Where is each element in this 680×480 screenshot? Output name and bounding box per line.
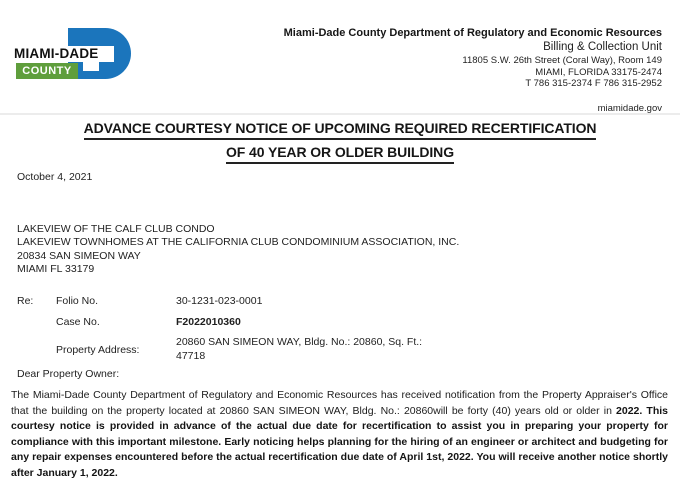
city-state-zip: MIAMI, FLORIDA 33175-2474 — [535, 66, 662, 78]
miami-dade-county-logo — [14, 27, 132, 81]
website-url: miamidade.gov — [597, 102, 662, 114]
case-label: Case No. — [56, 315, 100, 328]
unit-name: Billing & Collection Unit — [543, 41, 662, 53]
body-text-bold: 2022. This courtesy notice is provided in advance of the actual due date for recertification to assist you in preparing your property for compliance with this important milestone. Early noticing helps planning for the hiring of an engineer or architect and budgeting for any repair expenses encountered before the actual recertification due date of April 1st, 2022. You will receive another notice shortly after January 1, 2022. — [11, 404, 668, 479]
folio-row — [56, 295, 442, 309]
notice-title-line2: OF 40 YEAR OR OLDER BUILDING — [226, 144, 454, 164]
logo-d-counter — [83, 61, 99, 71]
property-address-label: Property Address: — [56, 343, 140, 356]
salutation: Dear Property Owner: — [17, 368, 120, 380]
case-value: F2022010360 — [176, 315, 241, 328]
header-divider — [0, 113, 680, 115]
folio-value: 30-1231-023-0001 — [176, 295, 263, 307]
property-address-row — [56, 336, 442, 363]
notice-title-line1: ADVANCE COURTESY NOTICE OF UPCOMING REQUIRED RECERTIFICATION — [84, 120, 597, 140]
letter-date: October 4, 2021 — [17, 171, 93, 183]
case-row — [56, 316, 442, 330]
reference-block — [17, 295, 442, 370]
logo-county-label: COUNTY — [16, 63, 78, 79]
logo-wordmark: MIAMI-DADE — [14, 46, 114, 62]
folio-label: Folio No. — [56, 295, 99, 307]
recipient-city: MIAMI FL 33179 — [17, 262, 95, 275]
recipient-name: LAKEVIEW OF THE CALF CLUB CONDO — [17, 223, 215, 235]
recipient-address-block — [17, 223, 459, 276]
body-text-normal: The Miami-Dade County Department of Regulatory and Economic Resources has received notification from the Property Appraiser's Office that the building on the property located at 20860 SAN SIMEON WAY, Bldg. No.: 20860will be forty (40) years old or older in — [11, 389, 668, 417]
property-address-value: 20860 SAN SIMEON WAY, Bldg. No.: 20860, Sq. Ft.: 47718 — [176, 336, 423, 362]
street-address: 11805 S.W. 26th Street (Coral Way), Room 149 — [462, 55, 662, 66]
letterhead-contact-block — [284, 27, 662, 114]
reference-rows — [56, 295, 442, 370]
department-name: Miami-Dade County Department of Regulatory and Economic Resources — [283, 27, 662, 39]
notice-title — [0, 120, 680, 168]
body-paragraph — [11, 388, 668, 480]
phone-fax: T 786 315-2374 F 786 315-2952 — [525, 78, 662, 89]
re-label: Re: — [17, 295, 34, 307]
recipient-association: LAKEVIEW TOWNHOMES AT THE CALIFORNIA CLUB CONDOMINIUM ASSOCIATION, INC. — [17, 236, 460, 249]
recipient-street: 20834 SAN SIMEON WAY — [17, 249, 141, 262]
